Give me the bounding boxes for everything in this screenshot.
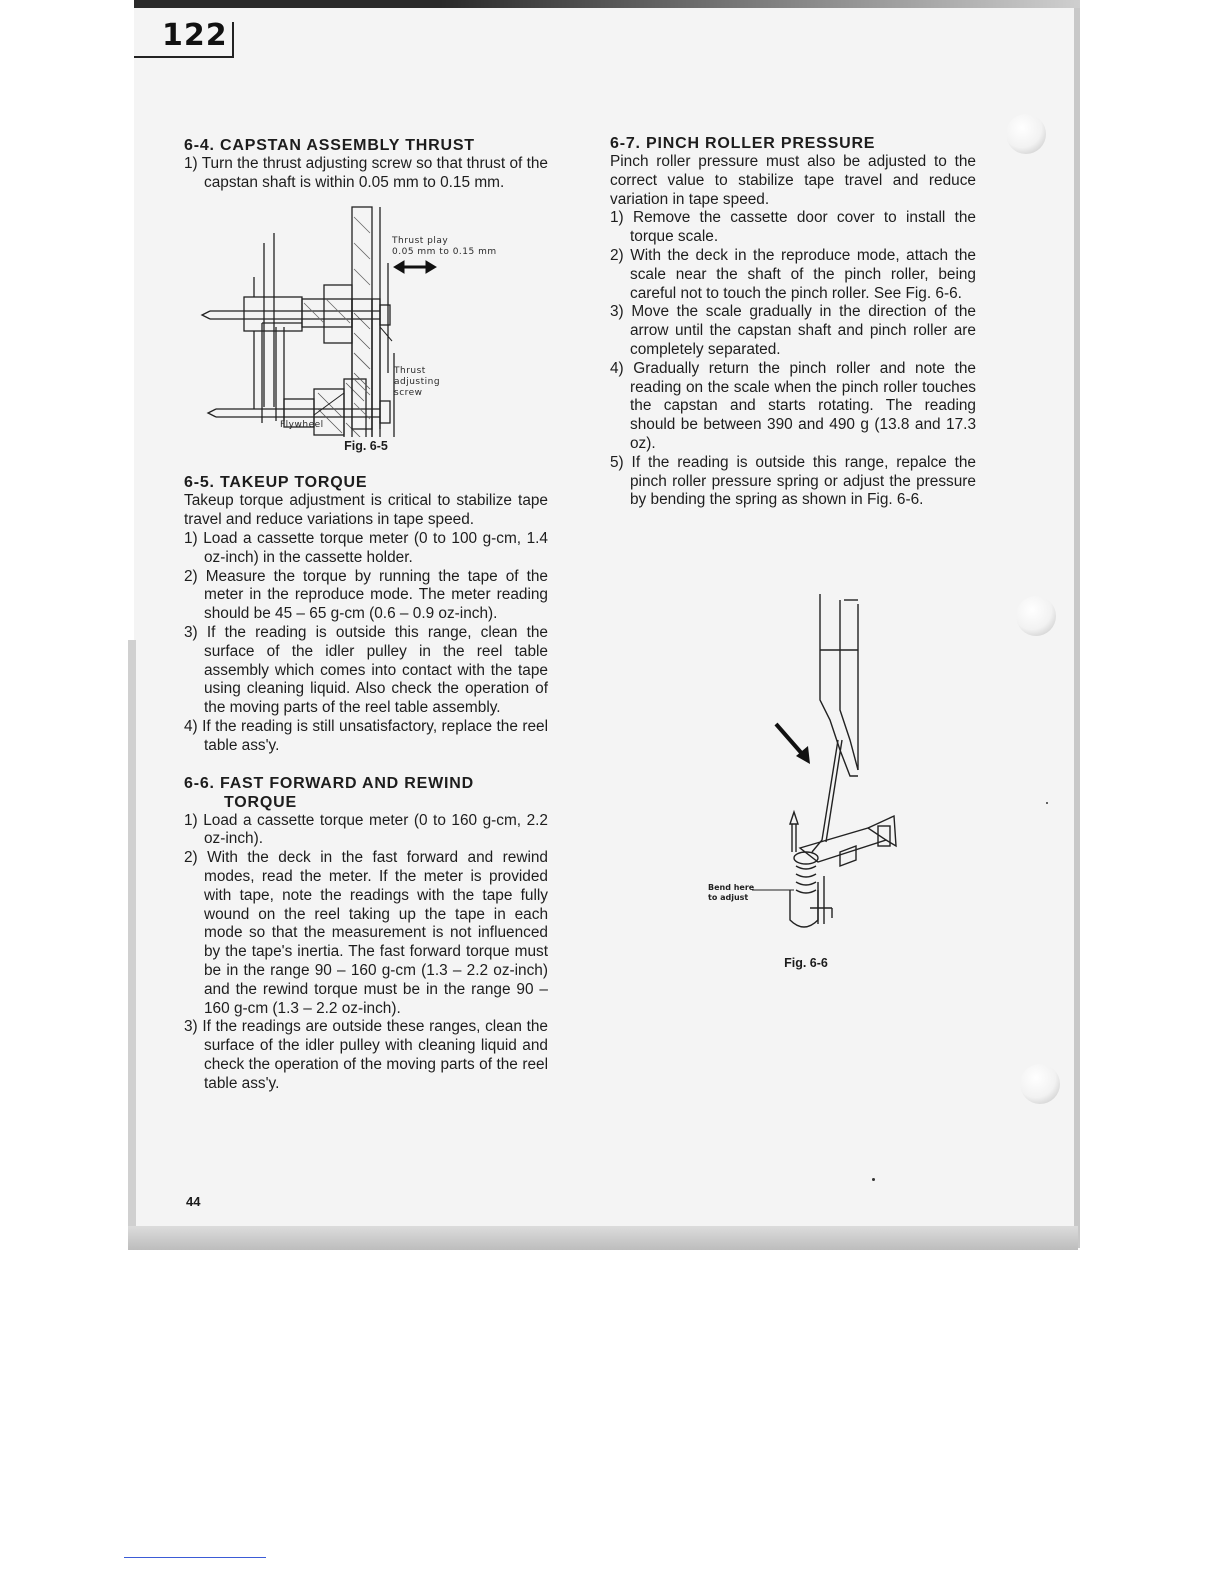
capstan-thrust-diagram-detail [184,203,548,437]
section-6-4-title: 6-4. CAPSTAN ASSEMBLY THRUST [184,137,475,154]
thrust-play-label: Thrust play [392,235,449,246]
section-6-5-item: 1) Load a cassette torque meter (0 to 100 g-cm, 1.4 oz-inch) in the cassette holder. [184,529,548,566]
page-tab-underline [134,56,234,58]
page-tab-divider [232,22,234,58]
page-number: 44 [186,1194,201,1209]
bottom-link-line [124,1557,266,1558]
figure-6-6-caption: Fig. 6-6 [784,956,828,970]
section-6-7-item: 3) Move the scale gradually in the direction of the arrow until the capstan shaft and pinch roller are completely separated. [610,303,976,358]
right-column [610,134,976,510]
binder-hole-middle [1016,596,1056,636]
section-6-7-item: 2) With the deck in the reproduce mode, attach the scale near the shaft of the pinch roller, being careful not to touch the pinch roller. See Fig. 6-6. [610,246,976,302]
page-bottom-edge [128,1226,1078,1250]
figure-6-5 [184,203,548,437]
binder-hole-bottom [1020,1064,1060,1104]
section-6-5-item: 4) If the reading is still unsatisfactory, replace the reel table ass'y. [184,717,548,754]
section-6-6-title: 6-6. FAST FORWARD AND REWIND TORQUE [184,774,474,811]
binder-hole-top [1006,114,1046,154]
section-6-5-intro: Takeup torque adjustment is critical to stabilize tape travel and reduce variations in tape speed. [184,492,548,529]
section-6-4-item: 1) Turn the thrust adjusting screw so that thrust of the capstan shaft is within 0.05 mm to 0.15 mm. [184,155,548,191]
thrust-screw-label-3: screw [394,387,423,398]
section-6-5-item: 3) If the reading is outside this range, clean the surface of the idler pulley in the reel table assembly which comes into contact with the tape using cleaning liquid. Also check the operation of the moving parts of the reel table assembly. [184,623,548,717]
section-6-5-title: 6-5. TAKEUP TORQUE [184,474,368,492]
thrust-screw-label-2: adjusting [394,376,441,387]
section-6-7-item: 4) Gradually return the pinch roller and note the reading on the scale when the pinch roller touches the capstan and starts rotating. The reading should be between 390 and 490 g (13.8 and 17.3 oz). [610,359,976,452]
bend-here-label-1: Bend here [708,883,755,892]
scan-speck [872,1178,875,1181]
scan-speck [1046,802,1048,804]
thrust-screw-label-1: Thrust [394,365,426,376]
section-6-6-item: 1) Load a cassette torque meter (0 to 160 g-cm, 2.2 oz-inch). [184,811,548,848]
page-right-edge [1074,8,1080,1248]
thrust-play-value: 0.05 mm to 0.15 mm [392,246,497,257]
scan-top-edge-fade [440,0,1080,8]
section-6-6-item: 2) With the deck in the fast forward and rewind modes, read the meter. If the meter is provided with tape, note the readings with the tape fully wound on the reel taking up the tape in each mode so that the measurement is not influenced by the tape's inertia. The fast forward torque must be in the range 90 – 160 g-cm (1.3 – 2.2 oz-inch) and the rewind torque must be in the range 90 – 160 g-cm (1.3 – 2.2 oz-inch). [184,849,548,1017]
section-6-7-intro: Pinch roller pressure must also be adjusted to the correct value to stabilize tape travel and reduce variation in tape speed. [610,153,976,208]
page-left-edge [128,640,136,1240]
bend-here-label-2: to adjust [708,893,749,902]
flywheel-label: Flywheel [280,419,324,430]
section-6-7-item: 5) If the reading is outside this range, repalce the pinch roller pressure spring or adjust the pressure by bending the spring as shown in Fig. 6-6. [610,453,976,509]
pinch-roller-diagram [700,590,940,970]
figure-6-6 [700,590,940,970]
figure-6-5-caption: Fig. 6-5 [344,438,388,453]
section-6-7-title: 6-7. PINCH ROLLER PRESSURE [610,135,876,152]
section-6-7-item: 1) Remove the cassette door cover to install the torque scale. [610,209,976,246]
page-tab-number: 122 [162,18,228,53]
section-6-5-item: 2) Measure the torque by running the tape of the meter in the reproduce mode. The meter reading should be 45 – 65 g-cm (0.6 – 0.9 oz-inch). [184,567,548,623]
page-tab [134,10,238,56]
left-column [184,136,548,1094]
section-6-6-item: 3) If the readings are outside these ranges, clean the surface of the idler pulley with cleaning liquid and check the operation of the moving parts of the reel table ass'y. [184,1018,548,1092]
